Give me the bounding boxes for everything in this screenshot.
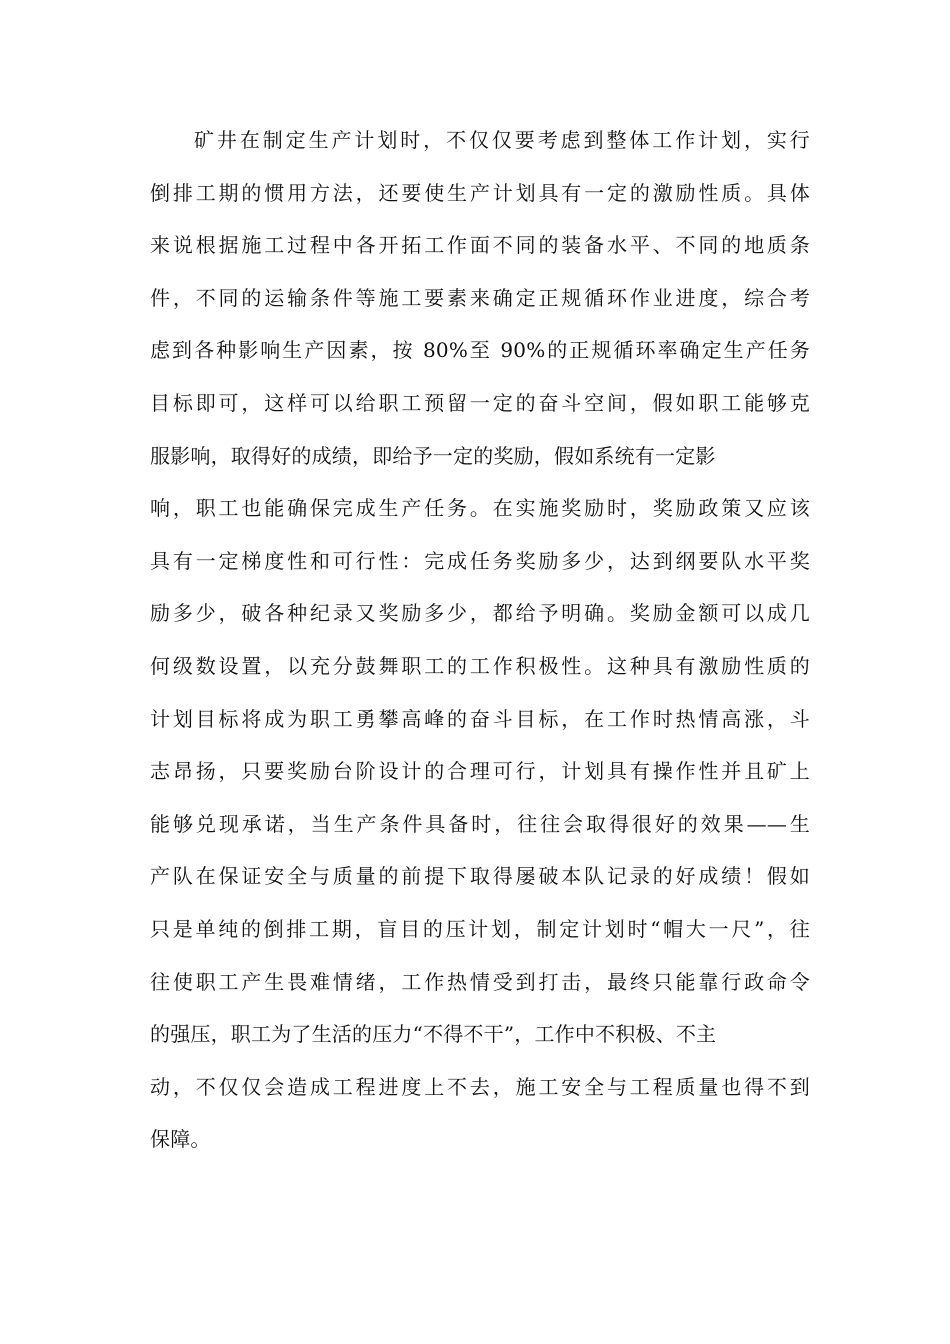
paragraph-line: 保障。 bbox=[150, 1127, 211, 1152]
paragraph-line: 能够兑现承诺，当生产条件具备时，往往会取得很好的效果——生 bbox=[150, 811, 810, 836]
paragraph-line: 响，职工也能确保完成生产任务。在实施奖励时，奖励政策又应该 bbox=[150, 496, 810, 521]
paragraph-line: 具有一定梯度性和可行性：完成任务奖励多少，达到纲要队水平奖 bbox=[150, 548, 810, 573]
paragraph-line: 计划目标将成为职工勇攀高峰的奋斗目标，在工作时热情高涨，斗 bbox=[150, 706, 810, 731]
paragraph-line: 只是单纯的倒排工期，盲目的压计划，制定计划时“帽大一尺”，往 bbox=[150, 916, 810, 941]
paragraph-line: 矿井在制定生产计划时，不仅仅要考虑到整体工作计划，实行 bbox=[194, 128, 810, 152]
paragraph-line: 倒排工期的惯用方法，还要使生产计划具有一定的激励性质。具体 bbox=[150, 180, 810, 205]
paragraph-line: 来说根据施工过程中各开拓工作面不同的装备水平、不同的地质条 bbox=[150, 233, 810, 258]
paragraph-line: 服影响，取得好的成绩，即给予一定的奖励，假如系统有一定影 bbox=[150, 443, 716, 468]
paragraph-line: 动，不仅仅会造成工程进度上不去，施工安全与工程质量也得不到 bbox=[150, 1074, 810, 1099]
paragraph-line: 往使职工产生畏难情绪，工作热情受到打击，最终只能靠行政命令 bbox=[150, 969, 810, 994]
paragraph-line: 何级数设置，以充分鼓舞职工的工作积极性。这种具有激励性质的 bbox=[150, 653, 810, 678]
paragraph-line: 件，不同的运输条件等施工要素来确定正规循环作业进度，综合考 bbox=[150, 285, 810, 310]
paragraph-line: 的强压，职工为了生活的压力“不得不干”，工作中不积极、不主 bbox=[150, 1022, 717, 1047]
paragraph-line: 志昂扬，只要奖励台阶设计的合理可行，计划具有操作性并且矿上 bbox=[150, 759, 810, 784]
body-paragraph bbox=[150, 114, 810, 1166]
paragraph-line: 目标即可，这样可以给职工预留一定的奋斗空间，假如职工能够克 bbox=[150, 390, 810, 415]
paragraph-line: 励多少，破各种纪录又奖励多少，都给予明确。奖励金额可以成几 bbox=[150, 601, 810, 626]
paragraph-line: 虑到各种影响生产因素，按 80%至 90%的正规循环率确定生产任务 bbox=[150, 338, 810, 363]
paragraph-line: 产队在保证安全与质量的前提下取得屡破本队记录的好成绩！假如 bbox=[150, 864, 810, 889]
